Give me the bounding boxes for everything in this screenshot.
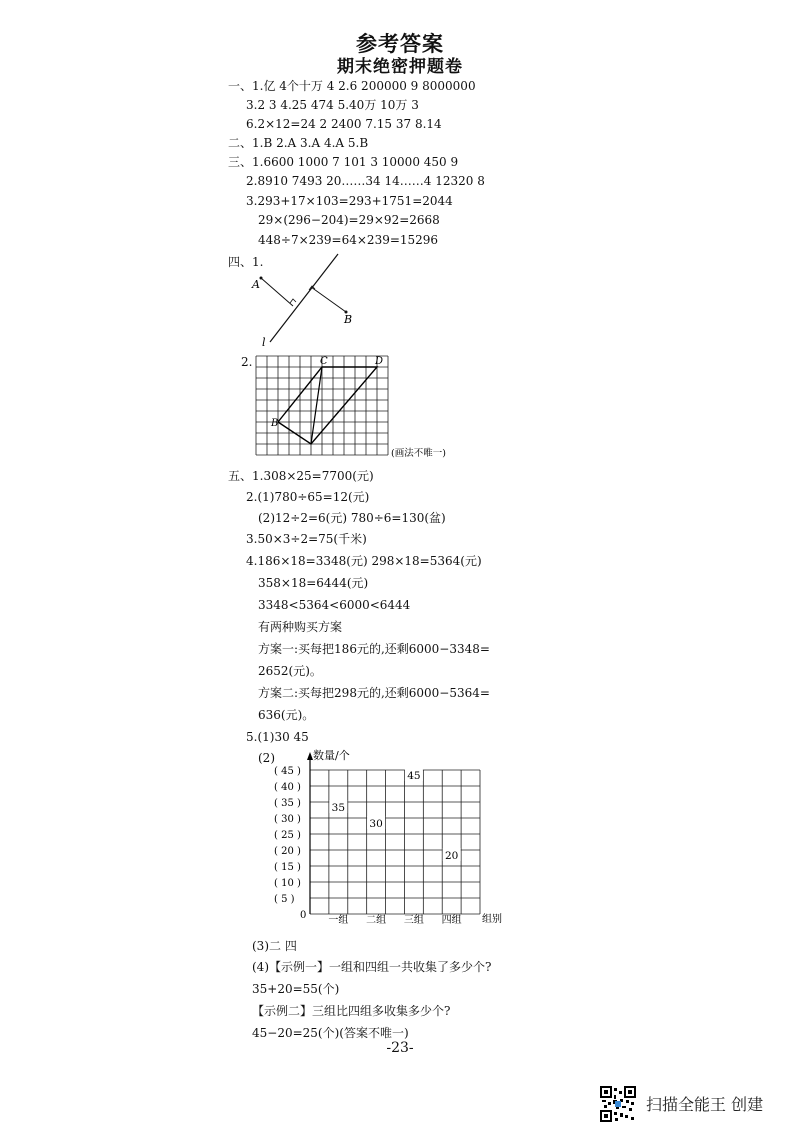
bar-value-label: 20 <box>444 850 459 862</box>
answer-line: 358×18=6444(元) <box>258 576 369 590</box>
answer-line: 五、1.308×25=7700(元) <box>228 469 374 483</box>
point-c-label: C <box>320 356 328 367</box>
answer-line: 636(元)。 <box>258 708 315 722</box>
y-tick-label: ( 35 ) <box>274 798 301 809</box>
answer-line: 2.(1)780÷65=12(元) <box>246 490 370 504</box>
answer-line: 方案一:买每把186元的,还剩6000−3348= <box>258 642 490 656</box>
answer-line: 二、1.B 2.A 3.A 4.A 5.B <box>228 136 369 150</box>
point-d-label: D <box>375 356 384 367</box>
answer-line: 6.2×12=24 2 2400 7.15 37 8.14 <box>246 117 442 131</box>
answer-line: 四、1. <box>228 255 264 269</box>
answer-line: 3.50×3÷2=75(千米) <box>246 532 367 546</box>
answer-line: 2. <box>241 355 253 369</box>
perpendicular-figure <box>250 250 370 350</box>
y-axis-title: 数量/个 <box>313 749 350 762</box>
y-tick-label: ( 15 ) <box>274 862 301 873</box>
y-tick-label: 0 <box>300 910 307 921</box>
answer-line: 4.186×18=3348(元) 298×18=5364(元) <box>246 554 482 568</box>
x-tick-label: 三组 <box>403 915 424 926</box>
answer-line: 35+20=55(个) <box>252 982 340 996</box>
answer-line: (2) <box>258 751 275 765</box>
y-tick-label: ( 10 ) <box>274 878 301 889</box>
bar-value-label: 30 <box>369 818 383 830</box>
y-tick-label: ( 25 ) <box>274 830 301 841</box>
answer-line: 5.(1)30 45 <box>246 730 309 744</box>
answer-line: (3)二 四 <box>252 939 297 953</box>
exam-subtitle: 期末绝密押题卷 <box>337 57 463 77</box>
x-tick-label: 二组 <box>366 915 387 926</box>
parallelogram-shape <box>278 367 377 444</box>
point-b-label: B <box>271 418 279 429</box>
answer-line: (4)【示例一】一组和四组一共收集了多少个? <box>252 960 492 974</box>
x-tick-label: 四组 <box>441 915 462 926</box>
answer-line: (2)12÷2=6(元) 780÷6=130(盆) <box>258 511 446 525</box>
page-number: -23- <box>386 1040 414 1056</box>
answer-line: 2652(元)。 <box>258 664 322 678</box>
point-a-label: A <box>252 278 260 291</box>
perp-a <box>261 278 293 306</box>
x-axis-title: 组别 <box>482 914 502 925</box>
perp-b <box>311 287 346 312</box>
answer-line: 45−20=25(个)(答案不唯一) <box>252 1026 409 1040</box>
qr-code-icon <box>600 1086 636 1122</box>
drawing-note: (画法不唯一) <box>391 448 446 459</box>
answer-line: 29×(296−204)=29×92=2668 <box>258 213 440 227</box>
answer-line: 3348<5364<6000<6444 <box>258 598 411 612</box>
answer-line: 有两种购买方案 <box>258 620 343 634</box>
answer-line: 三、1.6600 1000 7 101 3 10000 450 9 <box>228 155 459 169</box>
bar-chart <box>270 742 510 928</box>
answer-title: 参考答案 <box>356 31 444 56</box>
right-angle-mark <box>290 299 296 303</box>
watermark-text: 扫描全能王 创建 <box>646 1095 764 1114</box>
answer-line: 3.293+17×103=293+1751=2044 <box>246 194 453 208</box>
x-tick-label: 一组 <box>328 915 349 926</box>
answer-line: 【示例二】三组比四组多收集多少个? <box>252 1004 451 1018</box>
line-l <box>270 254 338 342</box>
answer-line: 3.2 3 4.25 474 5.40万 10万 3 <box>246 98 419 112</box>
answer-line: 方案二:买每把298元的,还剩6000−5364= <box>258 686 490 700</box>
bar-value-label: 45 <box>407 770 421 782</box>
point-b-label: B <box>344 313 353 326</box>
y-tick-label: ( 45 ) <box>274 766 301 777</box>
grid-figure <box>252 352 467 464</box>
bar-value-label: 35 <box>331 802 346 814</box>
answer-line: 448÷7×239=64×239=15296 <box>258 233 439 247</box>
line-l-label: l <box>262 336 266 349</box>
answer-line: 2.8910 7493 20……34 14……4 12320 8 <box>246 174 485 188</box>
y-tick-label: ( 5 ) <box>274 894 295 905</box>
answer-line: 一、1.亿 4个十万 4 2.6 200000 9 8000000 <box>228 79 476 93</box>
y-tick-label: ( 30 ) <box>274 814 301 825</box>
y-tick-label: ( 40 ) <box>274 782 301 793</box>
y-tick-label: ( 20 ) <box>274 846 301 857</box>
